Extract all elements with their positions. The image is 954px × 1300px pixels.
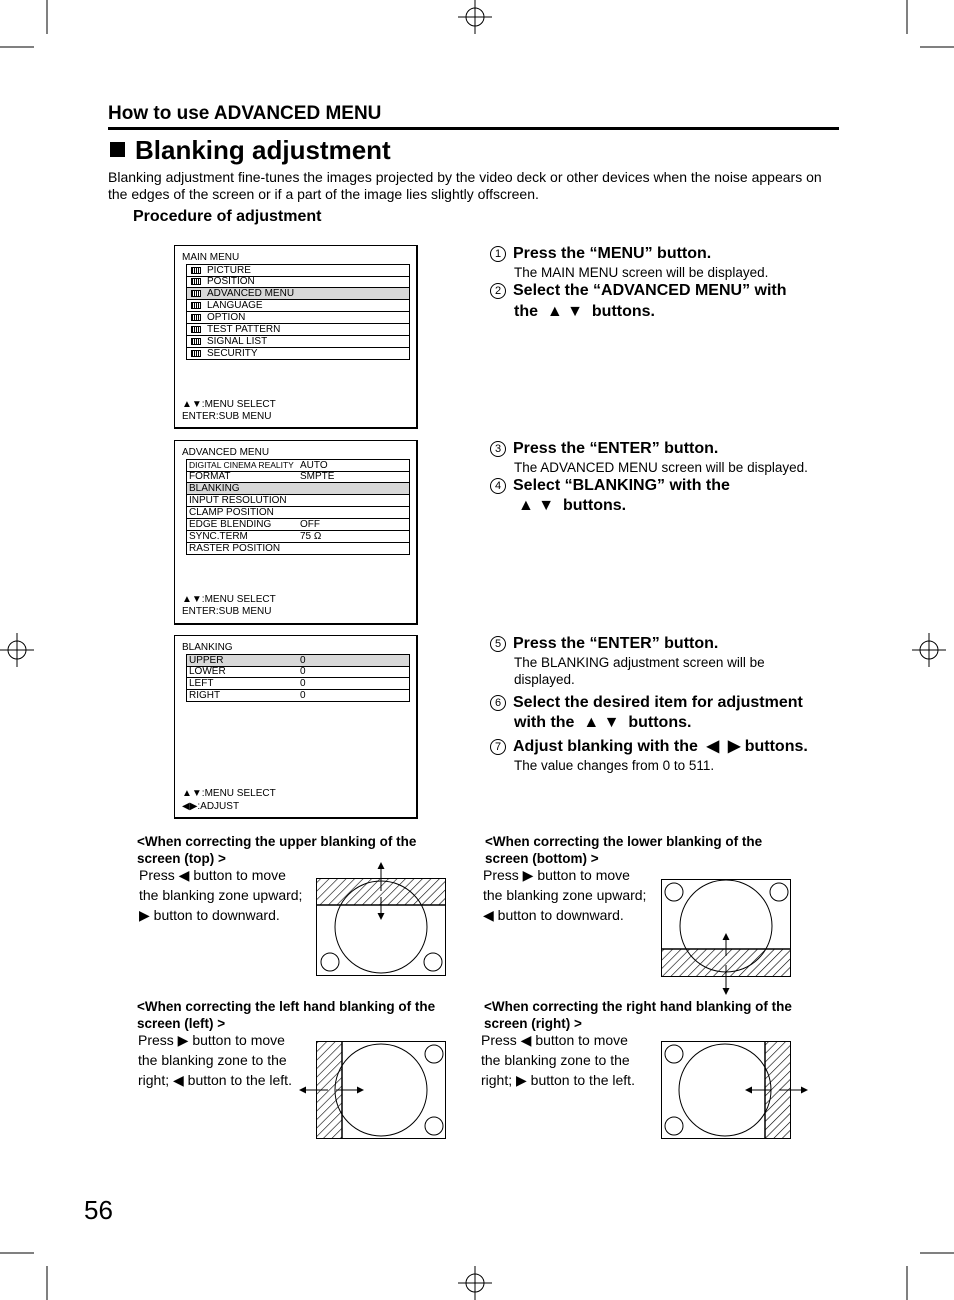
option-icon xyxy=(191,314,201,321)
menu-item-label: CLAMP POSITION xyxy=(189,507,274,518)
menu-item-value: OFF xyxy=(300,519,320,530)
menu-footer-select: ▲▼:MENU SELECT xyxy=(182,594,276,605)
case-left-caption-2: screen (left) > xyxy=(137,1016,226,1031)
step-5 xyxy=(490,634,718,654)
menu-item-label: UPPER xyxy=(189,655,224,666)
right-blanking-diagram xyxy=(655,1036,810,1144)
menu-item-security[interactable] xyxy=(186,348,410,360)
square-bullet-icon xyxy=(110,142,125,157)
step-7-sub: The value changes from 0 to 511. xyxy=(514,758,715,773)
advanced-menu-icon xyxy=(191,290,201,297)
menu-item-value: 0 xyxy=(300,655,306,666)
menu-footer-select: ▲▼:MENU SELECT xyxy=(182,399,276,410)
registration-mark-top xyxy=(458,0,492,34)
signal-list-icon xyxy=(191,338,201,345)
menu-item-label: TEST PATTERN xyxy=(207,324,281,335)
menu-item-value: 0 xyxy=(300,666,306,677)
step-4-line2: ▲ ▼ buttons. xyxy=(518,497,627,514)
case-bottom-desc-2: the blanking zone upward; xyxy=(483,887,647,903)
security-icon xyxy=(191,350,201,357)
menu-item-lower[interactable] xyxy=(186,666,410,678)
page-title xyxy=(110,135,391,166)
case-top-desc-3: ▶ button to downward. xyxy=(139,907,280,923)
step-2-line2: the ▲ ▼ buttons. xyxy=(514,303,655,320)
step-number: 4 xyxy=(490,478,506,494)
step-3-sub: The ADVANCED MENU screen will be displayed. xyxy=(514,460,808,475)
menu-item-option[interactable] xyxy=(186,312,410,324)
menu-item-value: AUTO xyxy=(300,460,328,471)
menu-item-label: SYNC.TERM xyxy=(189,531,248,542)
step-3 xyxy=(490,439,718,459)
menu-footer-adjust: ◀▶:ADJUST xyxy=(182,801,240,812)
main-menu-title: MAIN MENU xyxy=(182,252,240,263)
menu-item-label: LOWER xyxy=(189,666,226,677)
menu-item-value: 0 xyxy=(300,690,306,701)
step-2 xyxy=(490,281,787,301)
step-text: Adjust blanking with the ◀ ▶ buttons. xyxy=(513,738,808,755)
step-text: Press the “MENU” button. xyxy=(513,245,712,262)
step-text: Select “BLANKING” with the xyxy=(513,477,730,494)
step-number: 1 xyxy=(490,246,506,262)
step-number: 3 xyxy=(490,441,506,457)
menu-item-label: RASTER POSITION xyxy=(189,543,281,554)
menu-item-format[interactable] xyxy=(186,471,410,483)
bottom-blanking-diagram xyxy=(655,873,795,998)
advanced-menu-screen xyxy=(174,440,418,625)
menu-item-test-pattern[interactable] xyxy=(186,324,410,336)
menu-item-label: SECURITY xyxy=(207,348,258,359)
registration-mark-left xyxy=(0,633,34,667)
position-icon xyxy=(191,278,201,285)
registration-mark-bottom xyxy=(458,1266,492,1300)
menu-item-label: ADVANCED MENU xyxy=(207,288,295,299)
case-bottom-desc-3: ◀ button to downward. xyxy=(483,907,624,923)
menu-item-label: BLANKING xyxy=(189,483,240,494)
menu-item-position[interactable] xyxy=(186,276,410,288)
intro-paragraph: Blanking adjustment fine-tunes the images projected by the video deck or other devices when the noise appears on the edges of the screen or if a part of the image lies slightly offscreen. xyxy=(108,169,822,202)
advanced-menu-title: ADVANCED MENU xyxy=(182,447,270,458)
menu-item-edge-blending[interactable] xyxy=(186,519,410,531)
case-right-desc-1: Press ◀ button to move xyxy=(481,1032,628,1048)
menu-item-label: PICTURE xyxy=(207,265,251,276)
case-left-caption-1: <When correcting the left hand blanking of the xyxy=(137,999,436,1014)
case-top-desc-1: Press ◀ button to move xyxy=(139,867,286,883)
step-1 xyxy=(490,244,711,264)
menu-item-label: POSITION xyxy=(207,276,255,287)
menu-item-value: 75 Ω xyxy=(300,531,322,542)
step-text: Select the “ADVANCED MENU” with xyxy=(513,282,787,299)
menu-item-value: 0 xyxy=(300,678,306,689)
menu-footer-enter: ENTER:SUB MENU xyxy=(182,606,272,617)
language-icon xyxy=(191,302,201,309)
top-blanking-diagram xyxy=(310,855,450,980)
menu-item-language[interactable] xyxy=(186,300,410,312)
menu-item-blanking[interactable] xyxy=(186,483,410,495)
step-text: Select the desired item for adjustment xyxy=(513,694,803,711)
step-6-line2: with the ▲ ▼ buttons. xyxy=(514,714,692,731)
case-bottom-caption-2: screen (bottom) > xyxy=(485,851,599,866)
case-left-desc-3: right; ◀ button to the left. xyxy=(138,1072,292,1088)
menu-item-left[interactable] xyxy=(186,678,410,690)
case-right-caption-1: <When correcting the right hand blanking of the xyxy=(484,999,792,1014)
menu-footer-select: ▲▼:MENU SELECT xyxy=(182,788,276,799)
menu-item-label: LEFT xyxy=(189,678,214,689)
step-number: 6 xyxy=(490,695,506,711)
step-4 xyxy=(490,476,730,496)
step-number: 2 xyxy=(490,283,506,299)
menu-item-label: EDGE BLENDING xyxy=(189,519,272,530)
page-title-text: Blanking adjustment xyxy=(135,135,391,165)
menu-item-value: SMPTE xyxy=(300,471,335,482)
step-text: Press the “ENTER” button. xyxy=(513,440,719,457)
menu-footer-enter: ENTER:SUB MENU xyxy=(182,411,272,422)
blanking-title: BLANKING xyxy=(182,642,233,653)
menu-item-label: OPTION xyxy=(207,312,246,323)
menu-item-label: RIGHT xyxy=(189,690,221,701)
test-pattern-icon xyxy=(191,326,201,333)
step-5-sub1: The BLANKING adjustment screen will be xyxy=(514,655,765,670)
menu-item-right[interactable] xyxy=(186,690,410,702)
procedure-heading: Procedure of adjustment xyxy=(133,208,322,225)
section-title: How to use ADVANCED MENU xyxy=(108,103,382,124)
step-number: 5 xyxy=(490,636,506,652)
case-bottom-desc-1: Press ▶ button to move xyxy=(483,867,630,883)
case-top-desc-2: the blanking zone upward; xyxy=(139,887,303,903)
menu-item-advanced-menu[interactable] xyxy=(186,288,410,300)
main-menu-screen xyxy=(174,245,418,429)
menu-item-sync-term[interactable] xyxy=(186,531,410,543)
blanking-screen xyxy=(174,635,418,819)
case-right-caption-2: screen (right) > xyxy=(484,1016,582,1031)
menu-item-clamp-position[interactable] xyxy=(186,507,410,519)
case-bottom-caption-1: <When correcting the lower blanking of the xyxy=(485,834,763,849)
registration-mark-right xyxy=(912,633,946,667)
case-right-desc-2: the blanking zone to the xyxy=(481,1052,630,1068)
step-text: Press the “ENTER” button. xyxy=(513,635,719,652)
case-right-desc-3: right; ▶ button to the left. xyxy=(481,1072,635,1088)
case-left-desc-2: the blanking zone to the xyxy=(138,1052,287,1068)
page-number: 56 xyxy=(84,1195,113,1225)
menu-item-label: INPUT RESOLUTION xyxy=(189,495,287,506)
step-1-sub: The MAIN MENU screen will be displayed. xyxy=(514,265,769,280)
menu-item-signal-list[interactable] xyxy=(186,336,410,348)
step-5-sub2: displayed. xyxy=(514,672,575,687)
case-top-caption-1: <When correcting the upper blanking of the xyxy=(137,834,417,849)
case-top-caption-2: screen (top) > xyxy=(137,851,226,866)
menu-item-label: SIGNAL LIST xyxy=(207,336,268,347)
left-blanking-diagram xyxy=(298,1036,450,1144)
picture-icon xyxy=(191,267,201,274)
step-7 xyxy=(490,737,808,757)
menu-item-input-resolution[interactable] xyxy=(186,495,410,507)
menu-item-raster-position[interactable] xyxy=(186,543,410,555)
menu-item-label: LANGUAGE xyxy=(207,300,263,311)
step-number: 7 xyxy=(490,739,506,755)
step-6 xyxy=(490,693,803,713)
section-rule xyxy=(108,127,839,130)
menu-item-label: DIGITAL CINEMA REALITY xyxy=(189,460,294,470)
menu-item-label: FORMAT xyxy=(189,471,231,482)
case-left-desc-1: Press ▶ button to move xyxy=(138,1032,285,1048)
